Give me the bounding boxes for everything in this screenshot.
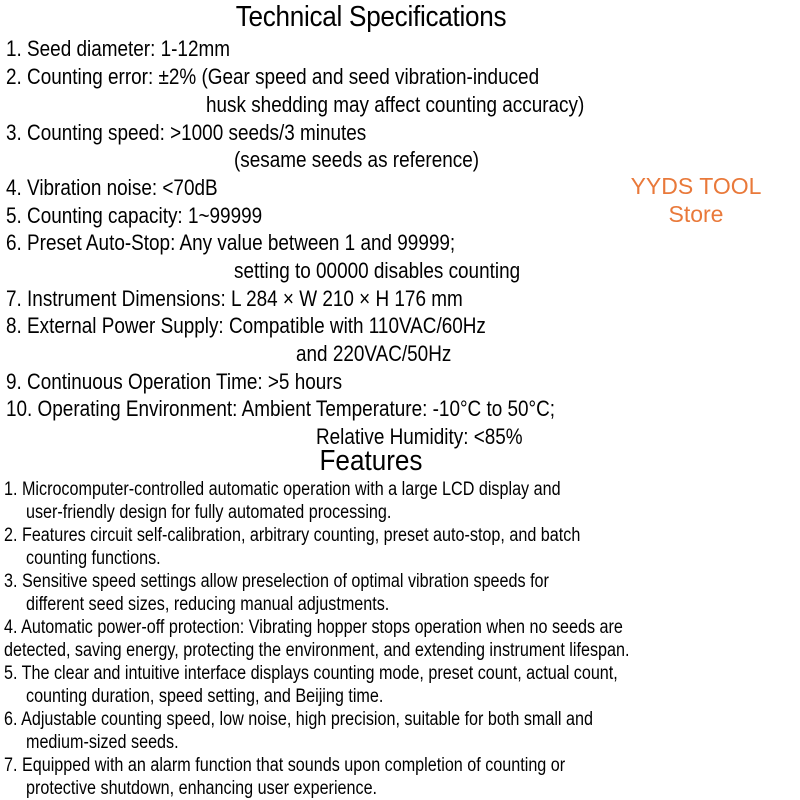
spec-item-external-power-supply: 8. External Power Supply: Compatible with 110VAC/60Hz: [6, 313, 486, 338]
spec-item-counting-speed: 3. Counting speed: >1000 seeds/3 minutes: [6, 120, 367, 145]
feature-item-3: 3. Sensitive speed settings allow preselection of optimal vibration speeds for: [4, 571, 549, 592]
spec-item-instrument-dimensions: 7. Instrument Dimensions: L 284 × W 210 × H 176 mm: [6, 286, 463, 311]
feature-item-1: 1. Microcomputer-controlled automatic operation with a large LCD display and: [4, 479, 561, 500]
feature-item-6: 6. Adjustable counting speed, low noise, high precision, suitable for both small and: [4, 709, 593, 730]
spec-item-counting-speed-cont: (sesame seeds as reference): [234, 147, 480, 172]
feature-item-2-cont: counting functions.: [26, 548, 161, 569]
feature-item-7-cont: protective shutdown, enhancing user experience.: [26, 778, 378, 799]
spec-item-counting-error-cont: husk shedding may affect counting accuracy): [206, 92, 585, 117]
spec-item-counting-capacity: 5. Counting capacity: 1~99999: [6, 203, 263, 228]
feature-item-6-cont: medium-sized seeds.: [26, 732, 179, 753]
spec-item-preset-auto-stop: 6. Preset Auto-Stop: Any value between 1 and 99999;: [6, 230, 456, 255]
feature-item-7: 7. Equipped with an alarm function that sounds upon completion of counting or: [4, 755, 566, 776]
feature-item-3-cont: different seed sizes, reducing manual adjustments.: [26, 594, 390, 615]
watermark-store: Store: [668, 201, 724, 227]
spec-item-external-power-supply-cont: and 220VAC/50Hz: [296, 341, 452, 366]
spec-item-continuous-operation-time: 9. Continuous Operation Time: >5 hours: [6, 369, 343, 394]
feature-item-1-cont: user-friendly design for fully automated processing.: [26, 502, 392, 523]
feature-item-4: 4. Automatic power-off protection: Vibrating hopper stops operation when no seeds are: [4, 617, 623, 638]
features-heading: Features: [319, 445, 423, 477]
spec-item-vibration-noise: 4. Vibration noise: <70dB: [6, 175, 218, 200]
spec-item-operating-environment: 10. Operating Environment: Ambient Temperature: -10°C to 50°C;: [6, 396, 556, 421]
feature-item-4-cont: detected, saving energy, protecting the environment, and extending instrument lifespan.: [4, 640, 630, 661]
spec-item-counting-error: 2. Counting error: ±2% (Gear speed and seed vibration-induced: [6, 64, 540, 89]
feature-item-5: 5. The clear and intuitive interface displays counting mode, preset count, actual count,: [4, 663, 618, 684]
feature-item-2: 2. Features circuit self-calibration, arbitrary counting, preset auto-stop, and batch: [4, 525, 581, 546]
spec-item-preset-auto-stop-cont: setting to 00000 disables counting: [234, 258, 521, 283]
feature-item-5-cont: counting duration, speed setting, and Beijing time.: [26, 686, 384, 707]
spec-item-seed-diameter: 1. Seed diameter: 1-12mm: [6, 36, 231, 61]
watermark-brand: YYDS TOOL: [630, 173, 762, 199]
store-watermark: [600, 172, 792, 228]
spec-item-operating-environment-cont: Relative Humidity: <85%: [316, 424, 523, 449]
spec-heading: Technical Specifications: [235, 1, 507, 33]
